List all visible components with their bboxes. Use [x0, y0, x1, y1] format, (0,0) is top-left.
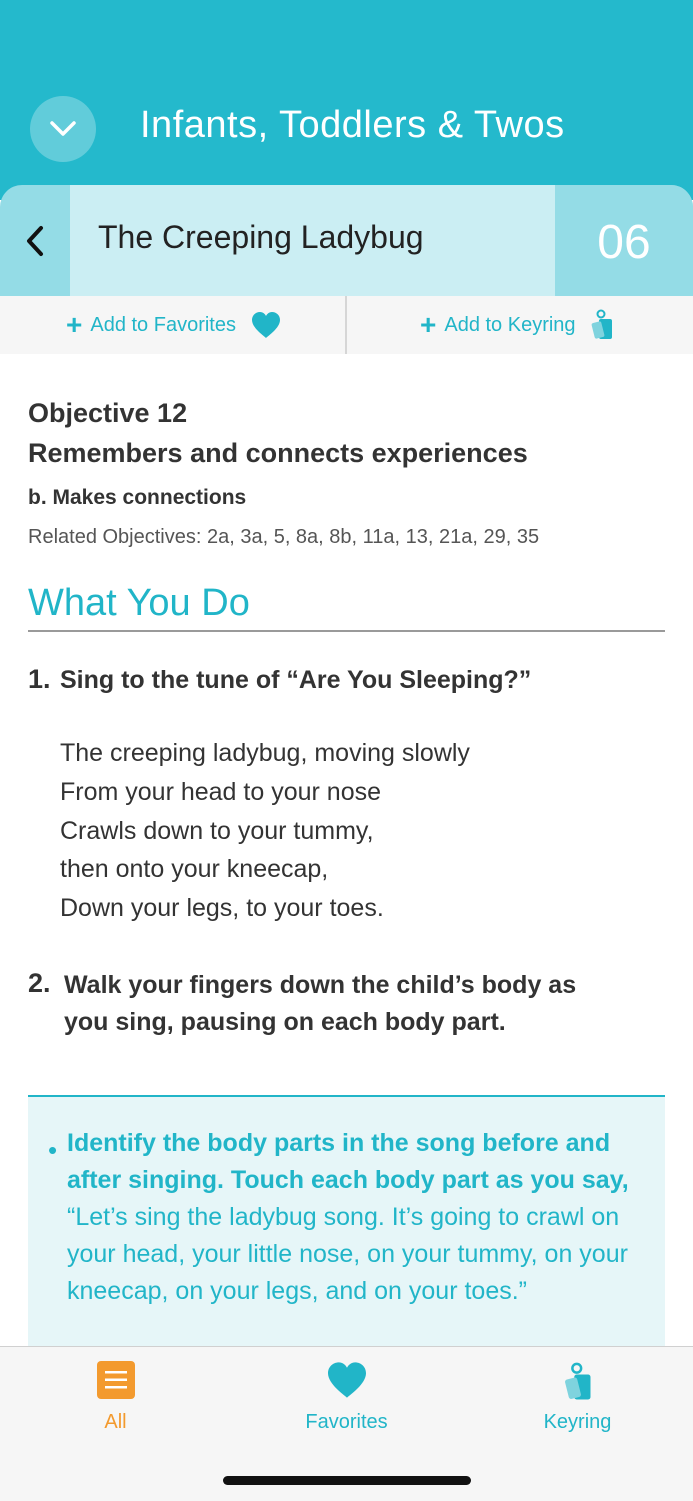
- activity-title: The Creeping Ladybug: [98, 219, 424, 255]
- add-to-keyring-button[interactable]: [420, 296, 614, 354]
- step-text-line: you sing, pausing on each body part.: [64, 1008, 506, 1036]
- tab-keyring-label: Keyring: [543, 1411, 612, 1433]
- tab-favorites-label: Favorites: [305, 1411, 388, 1433]
- song-line: Down your legs, to your toes.: [60, 894, 384, 923]
- step-number: 2.: [28, 968, 51, 998]
- action-bar: [0, 296, 693, 354]
- tip-text: [67, 1125, 637, 1310]
- song-lyrics: [60, 734, 470, 928]
- objective-subtitle: Remembers and connects experiences: [28, 438, 528, 468]
- top-bar: [0, 0, 693, 200]
- back-button[interactable]: [0, 185, 70, 296]
- tab-keyring[interactable]: [462, 1347, 693, 1447]
- heart-icon: [325, 1361, 369, 1399]
- plus-icon: +: [420, 309, 437, 340]
- section-heading: What You Do: [28, 582, 250, 624]
- step-text: Sing to the tune of “Are You Sleeping?”: [60, 666, 532, 694]
- collapse-button[interactable]: [30, 96, 96, 162]
- chevron-down-icon: [48, 119, 78, 139]
- step-number: 1.: [28, 664, 51, 694]
- keyring-icon: [590, 309, 614, 341]
- song-line: Crawls down to your tummy,: [60, 816, 374, 845]
- tip-box: [28, 1095, 665, 1357]
- home-indicator[interactable]: [223, 1476, 471, 1485]
- tip-emphasis: Identify the body parts in the song before and after singing. Touch each body part as you say,: [67, 1129, 629, 1194]
- tip-quote: “Let’s sing the ladybug song. It’s going to crawl on your head, your little nose, on your tummy, on your kneecap, on your legs, and on your toes.”: [67, 1203, 628, 1305]
- action-divider: [345, 296, 347, 354]
- song-line: From your head to your nose: [60, 777, 381, 806]
- add-to-favorites-label: Add to Favorites: [90, 313, 236, 336]
- song-line: then onto your kneecap,: [60, 855, 329, 884]
- step-text-line: Walk your fingers down the child’s body as: [64, 971, 577, 999]
- bullet-icon: •: [48, 1135, 58, 1165]
- add-to-favorites-button[interactable]: [66, 296, 282, 354]
- tab-all-label: All: [104, 1411, 127, 1433]
- activity-number-cell: [555, 185, 693, 296]
- activity-title-cell: [70, 185, 555, 296]
- chevron-left-icon: [23, 224, 47, 258]
- tab-all[interactable]: [0, 1347, 231, 1447]
- heart-icon: [250, 311, 282, 339]
- tab-favorites[interactable]: [231, 1347, 462, 1447]
- activity-header: [0, 185, 693, 296]
- keyring-icon: [563, 1361, 593, 1403]
- plus-icon: +: [66, 309, 83, 340]
- section-divider: [28, 630, 665, 632]
- song-line: The creeping ladybug, moving slowly: [60, 739, 470, 767]
- list-icon: [97, 1361, 135, 1399]
- objective-item: b. Makes connections: [28, 486, 247, 509]
- add-to-keyring-label: Add to Keyring: [444, 313, 576, 336]
- objective-title: Objective 12: [28, 398, 188, 428]
- category-title: Infants, Toddlers & Twos: [140, 104, 565, 146]
- related-objectives: Related Objectives: 2a, 3a, 5, 8a, 8b, 11a, 13, 21a, 29, 35: [28, 526, 540, 548]
- activity-number: 06: [597, 215, 651, 269]
